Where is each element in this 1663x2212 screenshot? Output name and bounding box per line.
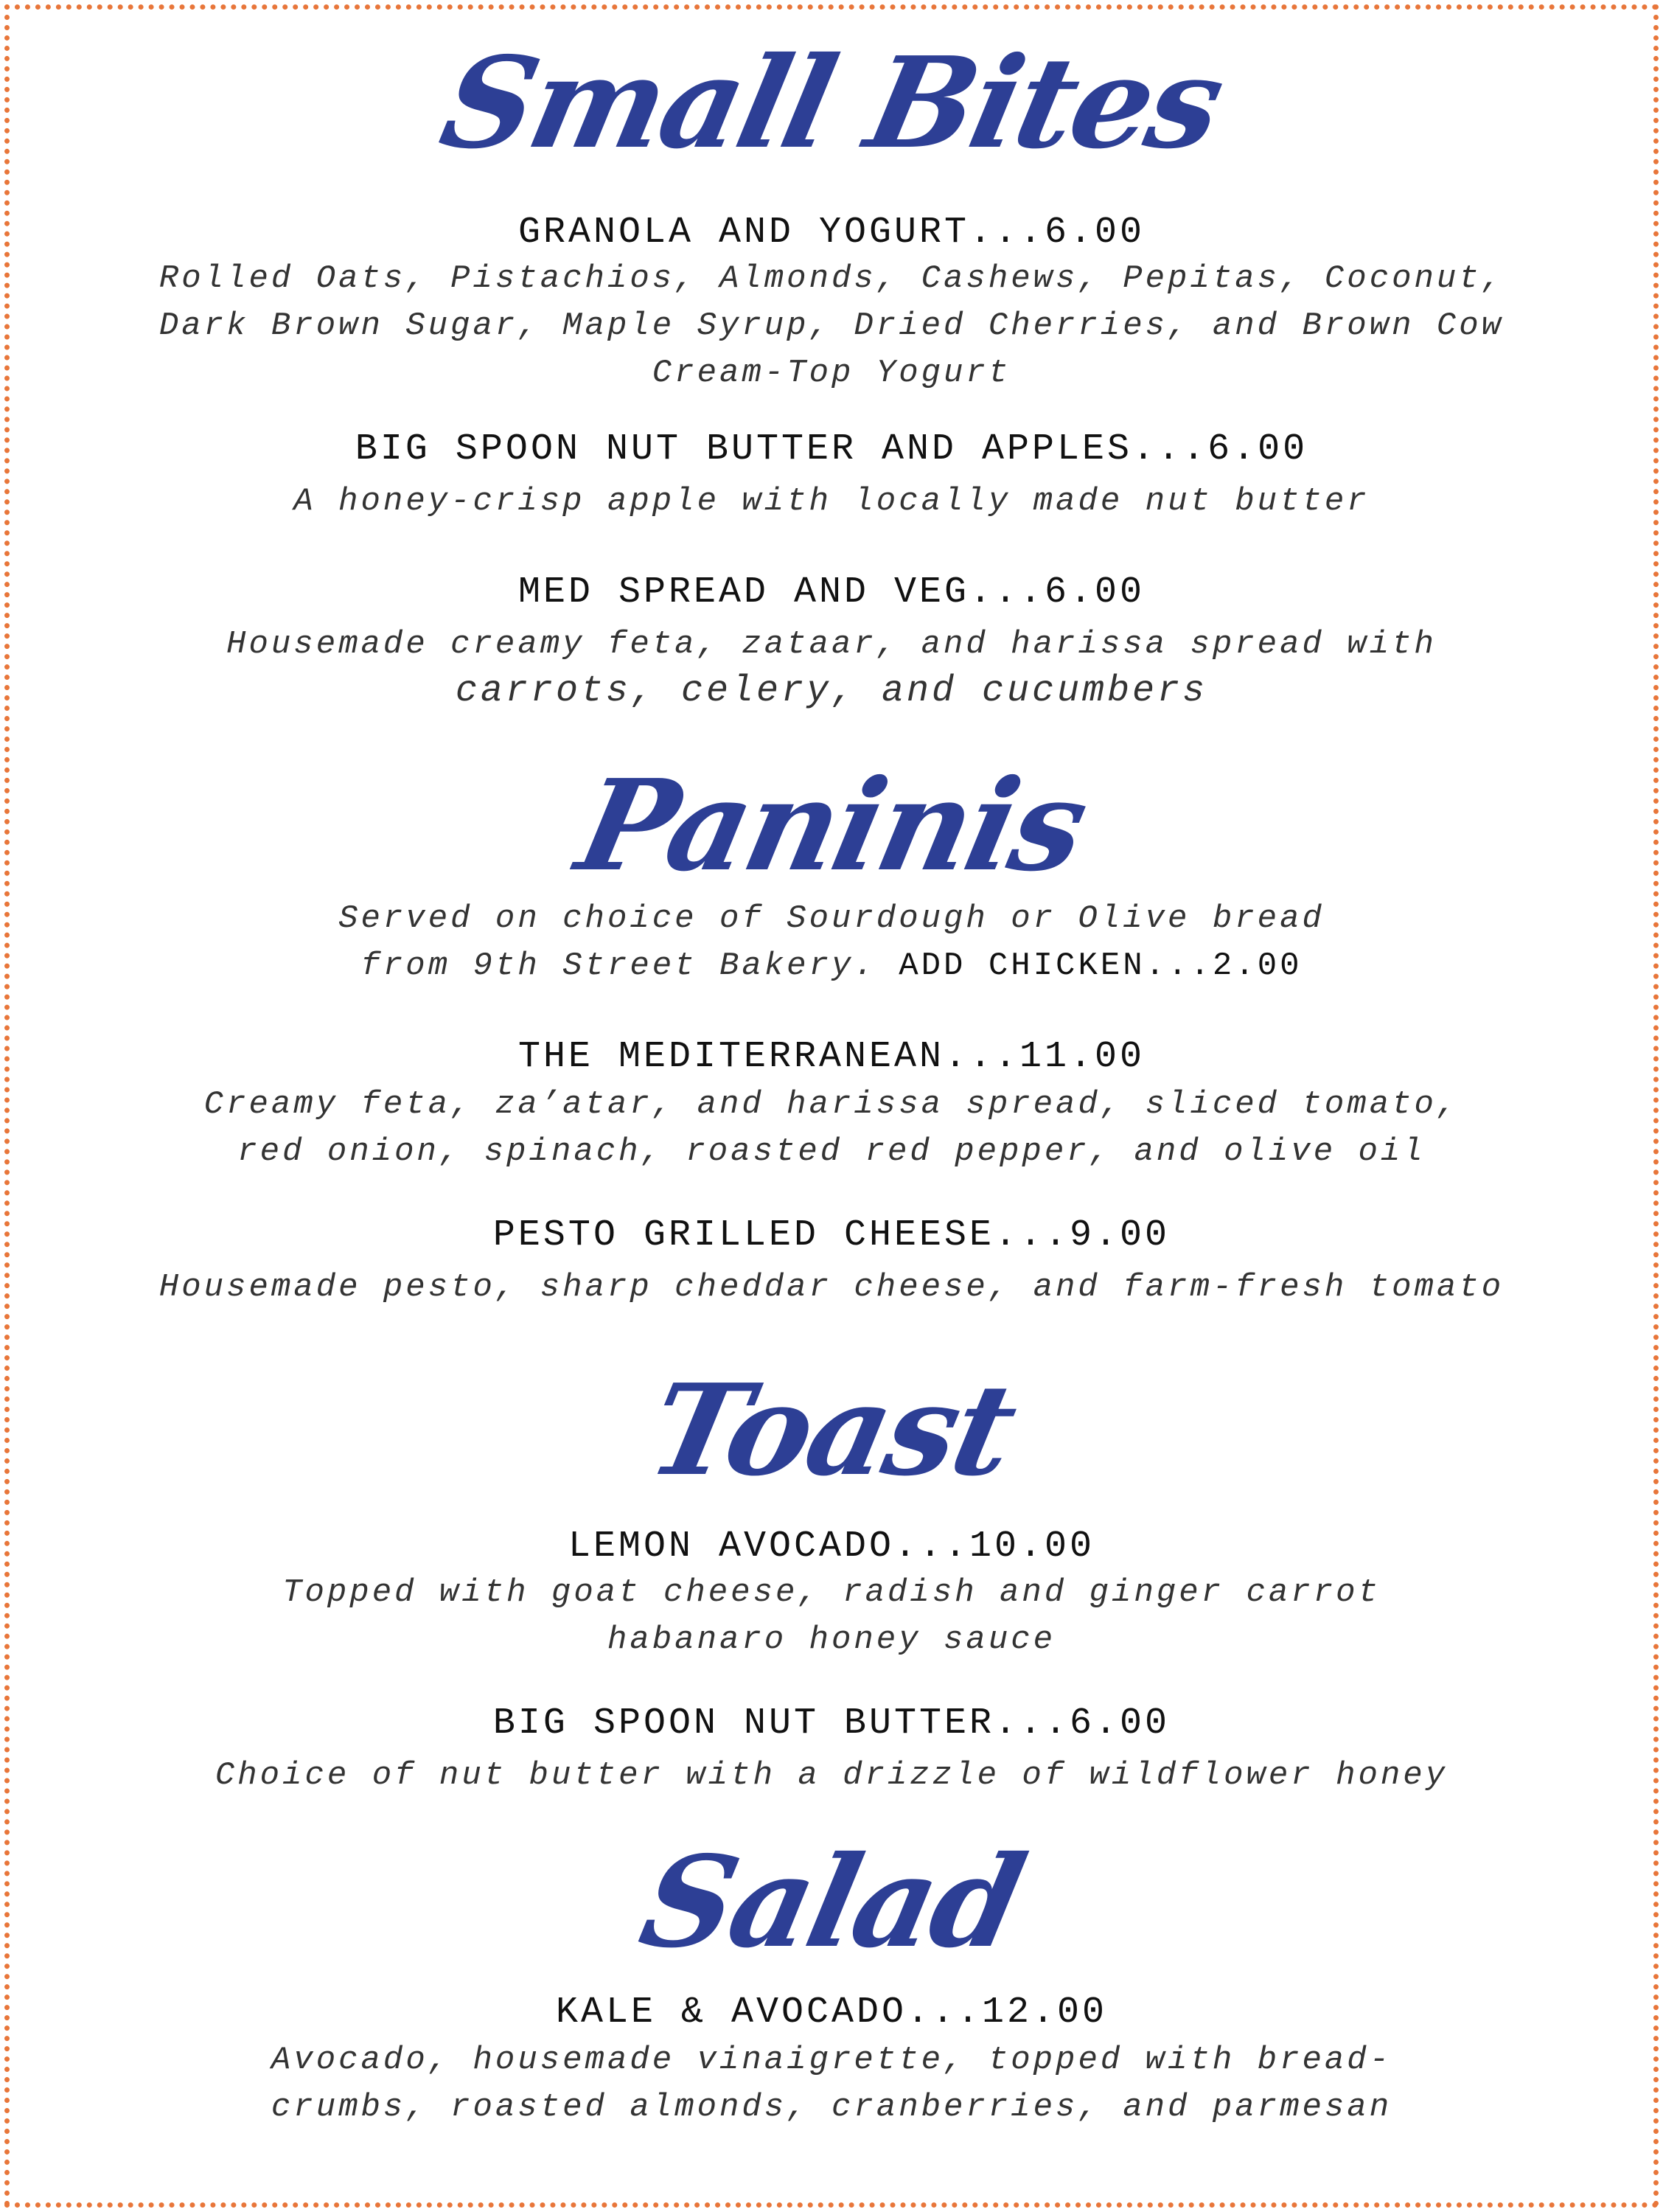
item-title-mediterranean: THE MEDITERRANEAN...11.00 <box>517 1036 1146 1078</box>
item-desc-kale-avocado <box>133 2037 1530 2131</box>
item-desc-granola <box>133 255 1530 397</box>
desc-line: Dark Brown Sugar, Maple Syrup, Dried Cherries, and Brown Cow <box>158 307 1505 344</box>
desc-line: carrots, celery, and cucumbers <box>455 670 1208 712</box>
add-chicken-price: ADD CHICKEN...2.00 <box>899 947 1303 984</box>
item-title-granola: GRANOLA AND YOGURT...6.00 <box>517 212 1146 254</box>
desc-line <box>133 942 1530 990</box>
desc-line: Cream-Top Yogurt <box>652 355 1011 392</box>
item-desc-pesto-grilled-cheese <box>133 1264 1530 1311</box>
desc-line: habanaro honey sauce <box>607 1621 1056 1658</box>
section-heading-small-bites: Small Bites <box>429 29 1234 177</box>
section-heading-salad: Salad <box>629 1829 1034 1976</box>
section-heading-paninis: Paninis <box>565 752 1097 900</box>
desc-line: Housemade pesto, sharp cheddar cheese, and farm-fresh tomato <box>158 1269 1505 1306</box>
item-title-kale-avocado: KALE & AVOCADO...12.00 <box>555 1992 1108 2034</box>
item-desc-mediterranean <box>133 1081 1530 1175</box>
item-desc-med-spread <box>133 621 1530 715</box>
desc-line: Topped with goat cheese, radish and ginger carrot <box>282 1574 1381 1611</box>
item-title-nut-butter-apples: BIG SPOON NUT BUTTER AND APPLES...6.00 <box>355 428 1308 470</box>
item-desc-big-spoon-nut-butter <box>133 1752 1530 1799</box>
item-desc-lemon-avocado <box>133 1569 1530 1663</box>
desc-line: Served on choice of Sourdough or Olive bread <box>338 900 1325 937</box>
item-title-lemon-avocado: LEMON AVOCADO...10.00 <box>568 1526 1095 1568</box>
desc-line: Creamy feta, za’atar, and harissa spread, sliced tomato, <box>203 1086 1460 1123</box>
desc-line: Avocado, housemade vinaigrette, topped with bread- <box>271 2042 1392 2079</box>
desc-line: Rolled Oats, Pistachios, Almonds, Cashews, Pepitas, Coconut, <box>158 260 1505 297</box>
desc-line: Housemade creamy feta, zataar, and harissa spread with <box>226 626 1437 663</box>
section-heading-toast: Toast <box>637 1357 1026 1504</box>
desc-line: red onion, spinach, roasted red pepper, and olive oil <box>237 1133 1426 1170</box>
intro-bakery-text: from 9th Street Bakery. <box>360 947 876 984</box>
item-title-pesto-grilled-cheese: PESTO GRILLED CHEESE...9.00 <box>492 1214 1171 1256</box>
item-desc-nut-butter-apples <box>133 478 1530 525</box>
desc-line: crumbs, roasted almonds, cranberries, and parmesan <box>271 2089 1392 2126</box>
desc-line: Choice of nut butter with a drizzle of wildflower honey <box>215 1757 1448 1794</box>
item-title-med-spread: MED SPREAD AND VEG...6.00 <box>517 571 1146 613</box>
item-title-big-spoon-nut-butter: BIG SPOON NUT BUTTER...6.00 <box>492 1703 1171 1745</box>
paninis-intro <box>133 895 1530 990</box>
desc-line: A honey-crisp apple with locally made nut butter <box>293 483 1370 520</box>
